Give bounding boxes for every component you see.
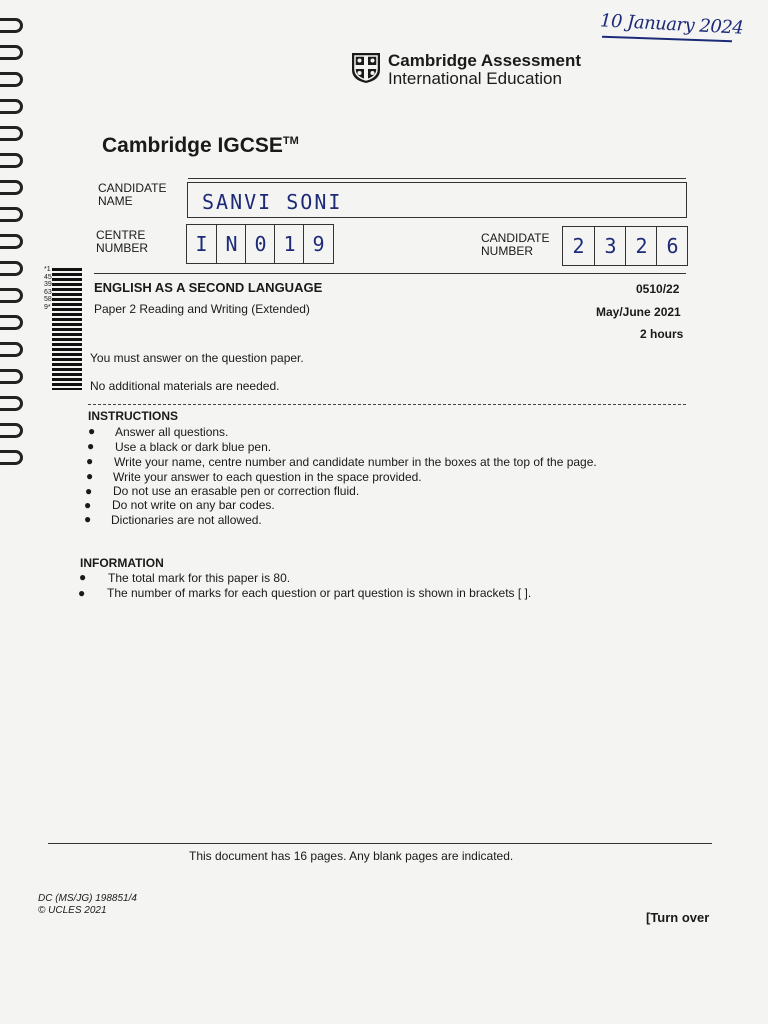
centre-digit: 1 bbox=[274, 225, 304, 263]
candidate-name-label-2: NAME bbox=[98, 194, 133, 208]
candidate-name-label-1: CANDIDATE bbox=[98, 181, 167, 195]
candidate-name-value: SANVI SONI bbox=[202, 190, 343, 214]
spiral-coil bbox=[0, 18, 23, 33]
spiral-coil bbox=[0, 423, 23, 438]
barcode bbox=[52, 268, 82, 390]
spiral-coil bbox=[0, 450, 23, 465]
name-box-top-rule bbox=[188, 178, 686, 179]
centre-digit: 9 bbox=[303, 225, 333, 263]
information-heading: INFORMATION bbox=[80, 556, 164, 570]
instruction-item: Answer all questions. bbox=[115, 425, 229, 439]
subject-title: ENGLISH AS A SECOND LANGUAGE bbox=[94, 280, 323, 295]
qualification-title bbox=[102, 134, 299, 158]
pages-note: This document has 16 pages. Any blank pages are indicated. bbox=[189, 849, 514, 863]
spiral-coil bbox=[0, 261, 23, 276]
spiral-coil bbox=[0, 342, 23, 357]
centre-number-box[interactable] bbox=[186, 224, 334, 264]
must-answer-note: You must answer on the question paper. bbox=[90, 351, 304, 365]
spiral-coil bbox=[0, 369, 23, 384]
bullet: ● bbox=[84, 498, 92, 512]
spiral-coil bbox=[0, 72, 23, 87]
handwritten-date: 10 January 2024 bbox=[599, 10, 744, 39]
instruction-item: Do not write on any bar codes. bbox=[112, 498, 275, 512]
spiral-coil bbox=[0, 288, 23, 303]
instruction-item: Write your name, centre number and candidate number in the boxes at the top of the page. bbox=[114, 455, 597, 469]
bullet: ● bbox=[88, 424, 96, 438]
org-line-2: International Education bbox=[388, 69, 562, 88]
footer-reference bbox=[38, 893, 137, 917]
spiral-coil bbox=[0, 99, 23, 114]
candidate-name-label bbox=[98, 182, 166, 208]
candidate-digit: 2 bbox=[572, 234, 585, 258]
cambridge-shield-logo bbox=[351, 52, 381, 84]
bullet: ● bbox=[86, 469, 94, 483]
spiral-coil bbox=[0, 45, 23, 60]
barcode-number: *1453963589* bbox=[44, 266, 52, 311]
trademark: TM bbox=[282, 135, 299, 147]
qualification-name: Cambridge IGCSE bbox=[102, 134, 283, 157]
section-divider bbox=[88, 404, 686, 405]
footer-rule bbox=[48, 843, 712, 844]
centre-number-label-1: CENTRE bbox=[96, 228, 146, 242]
bullet: ● bbox=[85, 484, 93, 498]
spiral-coil bbox=[0, 180, 23, 195]
centre-number-label-2: NUMBER bbox=[96, 241, 149, 255]
paper-code: 0510/22 bbox=[636, 282, 680, 296]
materials-note: No additional materials are needed. bbox=[90, 379, 280, 393]
spiral-coil bbox=[0, 396, 23, 411]
candidate-digit: 2 bbox=[625, 227, 657, 265]
bullet: ● bbox=[87, 439, 95, 453]
bullet: ● bbox=[79, 570, 87, 584]
centre-digit: I bbox=[195, 232, 208, 256]
candidate-number-label-2: NUMBER bbox=[481, 244, 534, 258]
org-line-1: Cambridge Assessment bbox=[388, 51, 582, 70]
spiral-coil bbox=[0, 315, 23, 330]
instruction-item: Write your answer to each question in the space provided. bbox=[113, 470, 422, 484]
spiral-binding bbox=[0, 0, 22, 1024]
instructions-heading: INSTRUCTIONS bbox=[88, 409, 178, 423]
candidate-number-label-1: CANDIDATE bbox=[481, 231, 550, 245]
copyright: © UCLES 2021 bbox=[38, 905, 107, 916]
candidate-digit: 6 bbox=[656, 227, 688, 265]
instruction-item: Dictionaries are not allowed. bbox=[111, 513, 262, 527]
candidate-number-label bbox=[481, 232, 549, 258]
paper-top-rule bbox=[94, 273, 686, 274]
spiral-coil bbox=[0, 234, 23, 249]
centre-digit: N bbox=[216, 225, 246, 263]
bullet: ● bbox=[86, 454, 94, 468]
information-item: The total mark for this paper is 80. bbox=[108, 571, 291, 585]
org-name bbox=[388, 52, 581, 88]
centre-digit: 0 bbox=[245, 225, 275, 263]
exam-duration: 2 hours bbox=[640, 327, 684, 341]
spiral-coil bbox=[0, 153, 23, 168]
reference-code: DC (MS/JG) 198851/4 bbox=[38, 893, 137, 904]
exam-session: May/June 2021 bbox=[596, 305, 681, 319]
spiral-coil bbox=[0, 126, 23, 141]
candidate-number-box[interactable] bbox=[562, 226, 688, 266]
bullet: ● bbox=[78, 586, 86, 600]
information-item: The number of marks for each question or part question is shown in brackets [ ]. bbox=[107, 586, 532, 600]
centre-number-label bbox=[96, 229, 148, 255]
paper-title: Paper 2 Reading and Writing (Extended) bbox=[94, 302, 310, 316]
candidate-digit: 3 bbox=[594, 227, 626, 265]
instruction-item: Use a black or dark blue pen. bbox=[115, 440, 272, 454]
bullet: ● bbox=[84, 512, 92, 526]
spiral-coil bbox=[0, 207, 23, 222]
instruction-item: Do not use an erasable pen or correction fluid. bbox=[113, 484, 360, 498]
turn-over: [Turn over bbox=[646, 910, 710, 925]
